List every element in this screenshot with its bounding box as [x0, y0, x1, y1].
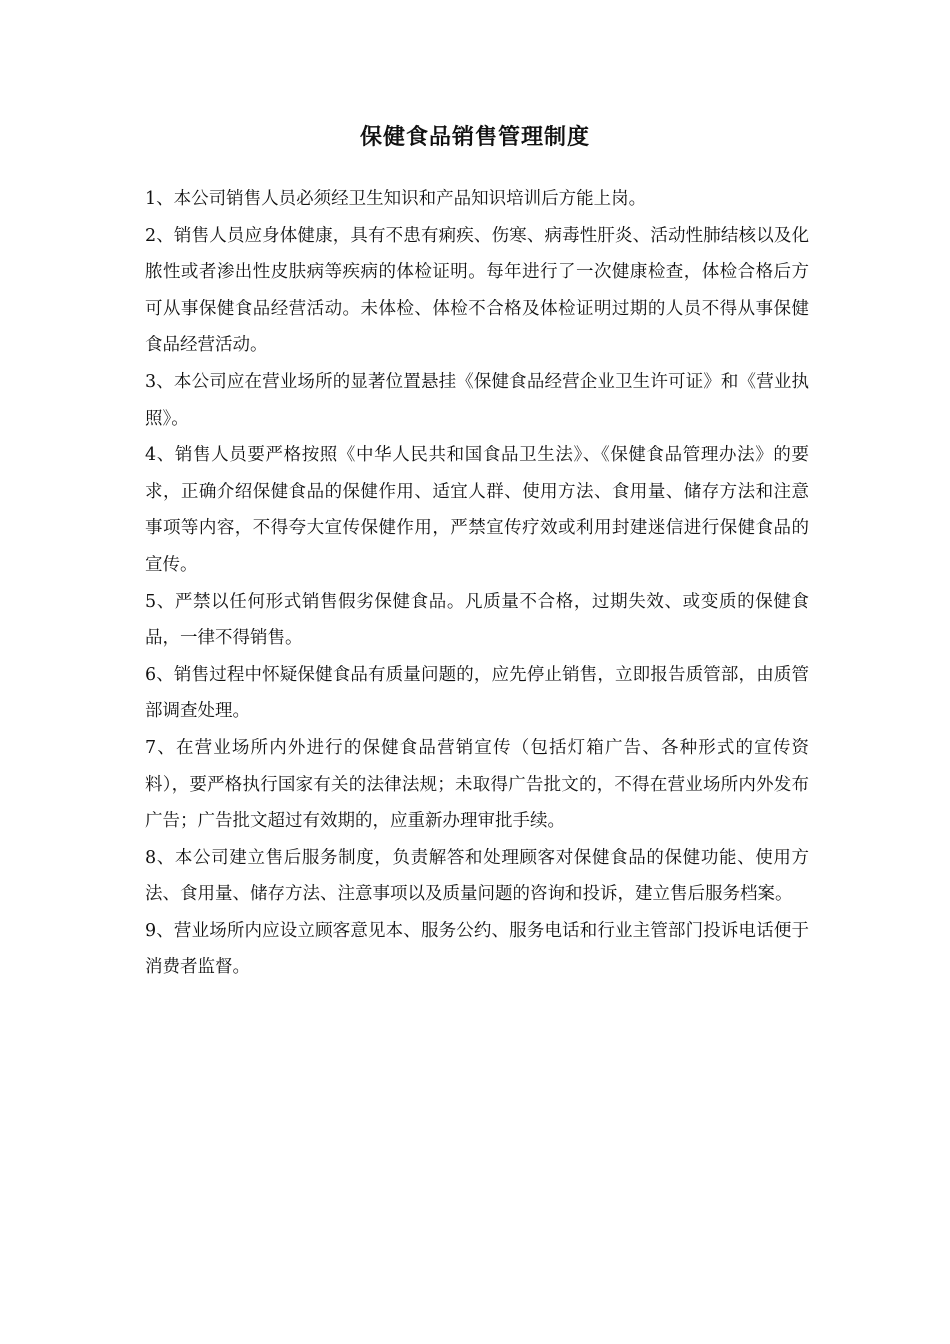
- clause-4: 4、销售人员要严格按照《中华人民共和国食品卫生法》、《保健食品管理办法》的要求，正确介绍保健食品的保健作用、适宜人群、使用方法、食用量、储存方法和注意事项等内容，不得夸大宣传保健作用，严禁宣传疗效或利用封建迷信进行保健食品的宣传。: [145, 445, 809, 575]
- document-body: [145, 181, 809, 986]
- clause-1: 1、本公司销售人员必须经卫生知识和产品知识培训后方能上岗。: [145, 189, 647, 209]
- clause-8: 8、本公司建立售后服务制度，负责解答和处理顾客对保健食品的保健功能、使用方法、食用量、储存方法、注意事项以及质量问题的咨询和投诉，建立售后服务档案。: [145, 847, 809, 905]
- clause-2: 2、销售人员应身体健康，具有不患有痢疾、伤寒、病毒性肝炎、活动性肺结核以及化脓性或者渗出性皮肤病等疾病的体检证明。每年进行了一次健康检查，体检合格后方可从事保健食品经营活动。未体检、体检不合格及体检证明过期的人员不得从事保健食品经营活动。: [145, 225, 809, 356]
- clause-6: 6、销售过程中怀疑保健食品有质量问题的，应先停止销售，立即报告质管部，由质管部调查处理。: [145, 664, 809, 722]
- clause-9: 9、营业场所内应设立顾客意见本、服务公约、服务电话和行业主管部门投诉电话便于消费者监督。: [145, 920, 809, 978]
- clause-5: 5、严禁以任何形式销售假劣保健食品。凡质量不合格，过期失效、或变质的保健食品，一律不得销售。: [145, 591, 809, 649]
- clause-7: 7、在营业场所内外进行的保健食品营销宣传（包括灯箱广告、各种形式的宣传资料），要严格执行国家有关的法律法规；未取得广告批文的，不得在营业场所内外发布广告；广告批文超过有效期的，应重新办理审批手续。: [145, 737, 809, 832]
- clause-3: 3、本公司应在营业场所的显著位置悬挂《保健食品经营企业卫生许可证》和《营业执照》。: [145, 371, 809, 429]
- document-title: 保健食品销售管理制度: [359, 124, 590, 150]
